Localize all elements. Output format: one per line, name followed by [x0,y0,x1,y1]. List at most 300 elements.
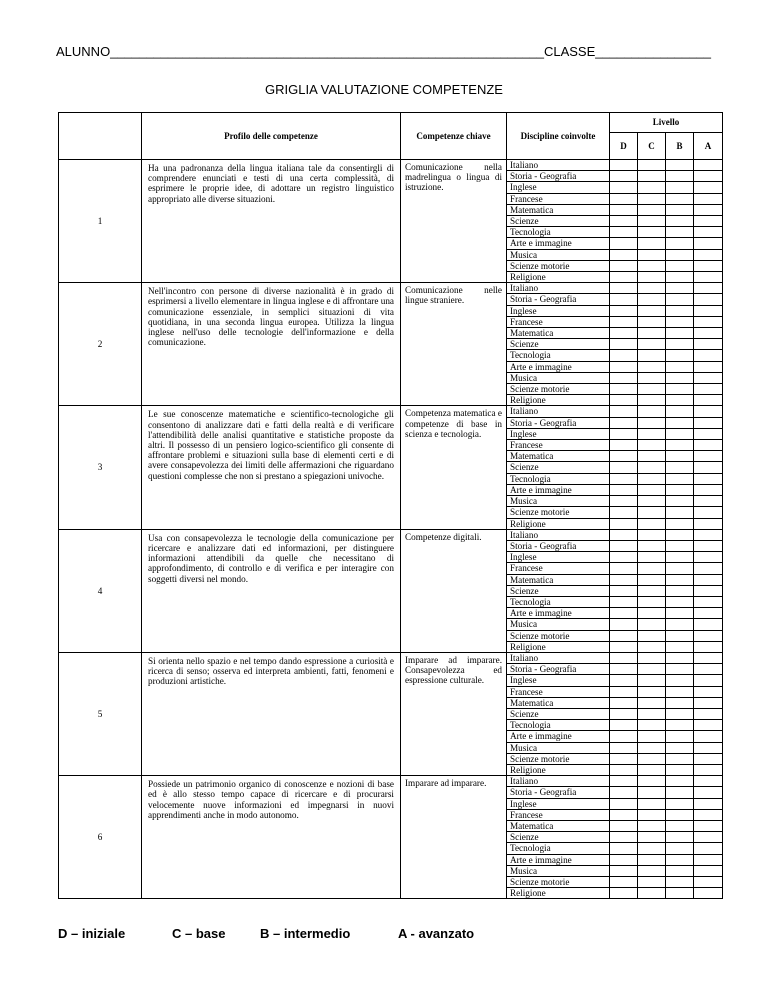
level-cell-d[interactable] [610,809,638,820]
level-cell-d[interactable] [610,372,638,383]
level-cell-c[interactable] [638,395,666,406]
level-cell-c[interactable] [638,854,666,865]
level-cell-c[interactable] [638,697,666,708]
discipline-name: Francese [507,809,610,820]
level-cell-c[interactable] [638,652,666,663]
level-cell-c[interactable] [638,406,666,417]
level-cell-a[interactable] [694,518,723,529]
level-cell-b[interactable] [666,865,694,876]
level-cell-a[interactable] [694,193,723,204]
level-cell-a[interactable] [694,484,723,495]
discipline-name: Matematica [507,204,610,215]
level-cell-a[interactable] [694,888,723,899]
level-cell-d[interactable] [610,272,638,283]
level-cell-a[interactable] [694,160,723,171]
level-cell-b[interactable] [666,440,694,451]
level-cell-c[interactable] [638,832,666,843]
level-cell-b[interactable] [666,395,694,406]
discipline-name: Francese [507,440,610,451]
discipline-name: Scienze motorie [507,507,610,518]
level-cell-b[interactable] [666,283,694,294]
profilo-text: Ha una padronanza della lingua italiana tale da consentirgli di comprendere enunciati e testi di una certa complessità, di esprimere le proprie idee, di adottare un registro linguistico appropriato alle diverse situazioni. [142,160,401,283]
student-class-line: ALUNNO____________________________________________________________CLASSE________________ [56,44,711,59]
level-cell-c[interactable] [638,462,666,473]
level-cell-b[interactable] [666,484,694,495]
level-cell-c[interactable] [638,451,666,462]
level-cell-a[interactable] [694,787,723,798]
level-cell-a[interactable] [694,462,723,473]
level-cell-b[interactable] [666,697,694,708]
level-cell-a[interactable] [694,585,723,596]
level-cell-d[interactable] [610,664,638,675]
level-cell-c[interactable] [638,160,666,171]
level-cell-d[interactable] [610,820,638,831]
level-cell-b[interactable] [666,294,694,305]
level-cell-a[interactable] [694,328,723,339]
level-cell-c[interactable] [638,865,666,876]
level-cell-c[interactable] [638,496,666,507]
level-cell-d[interactable] [610,339,638,350]
discipline-name: Italiano [507,529,610,540]
level-cell-d[interactable] [610,384,638,395]
level-cell-c[interactable] [638,552,666,563]
level-cell-d[interactable] [610,888,638,899]
discipline-name: Italiano [507,283,610,294]
level-cell-b[interactable] [666,171,694,182]
level-cell-a[interactable] [694,350,723,361]
discipline-row [59,160,723,171]
level-cell-a[interactable] [694,216,723,227]
level-cell-a[interactable] [694,440,723,451]
level-cell-d[interactable] [610,697,638,708]
level-a-header: A [694,133,723,160]
level-cell-c[interactable] [638,193,666,204]
page-title: GRIGLIA VALUTAZIONE COMPETENZE [265,82,503,97]
level-cell-c[interactable] [638,877,666,888]
level-cell-b[interactable] [666,496,694,507]
level-cell-a[interactable] [694,731,723,742]
level-cell-c[interactable] [638,619,666,630]
level-cell-b[interactable] [666,518,694,529]
level-cell-c[interactable] [638,776,666,787]
level-cell-c[interactable] [638,720,666,731]
level-cell-b[interactable] [666,574,694,585]
level-cell-d[interactable] [610,484,638,495]
level-cell-b[interactable] [666,820,694,831]
level-cell-c[interactable] [638,372,666,383]
level-cell-d[interactable] [610,877,638,888]
level-cell-b[interactable] [666,227,694,238]
level-cell-a[interactable] [694,877,723,888]
level-cell-b[interactable] [666,764,694,775]
level-cell-d[interactable] [610,787,638,798]
level-cell-b[interactable] [666,608,694,619]
level-cell-c[interactable] [638,507,666,518]
level-cell-c[interactable] [638,361,666,372]
level-cell-b[interactable] [666,384,694,395]
discipline-name: Religione [507,518,610,529]
level-cell-a[interactable] [694,529,723,540]
level-cell-c[interactable] [638,417,666,428]
level-cell-a[interactable] [694,630,723,641]
level-cell-c[interactable] [638,350,666,361]
level-cell-a[interactable] [694,619,723,630]
level-cell-d[interactable] [610,540,638,551]
level-cell-b[interactable] [666,529,694,540]
level-cell-d[interactable] [610,686,638,697]
level-cell-a[interactable] [694,305,723,316]
level-cell-a[interactable] [694,171,723,182]
level-cell-d[interactable] [610,585,638,596]
level-cell-b[interactable] [666,249,694,260]
level-cell-b[interactable] [666,787,694,798]
level-cell-c[interactable] [638,484,666,495]
level-cell-d[interactable] [610,395,638,406]
level-cell-d[interactable] [610,249,638,260]
level-cell-a[interactable] [694,552,723,563]
level-cell-b[interactable] [666,417,694,428]
level-cell-a[interactable] [694,764,723,775]
discipline-name: Storia - Geografia [507,787,610,798]
discipline-name: Italiano [507,776,610,787]
level-cell-d[interactable] [610,563,638,574]
level-cell-c[interactable] [638,339,666,350]
level-cell-d[interactable] [610,574,638,585]
level-cell-a[interactable] [694,249,723,260]
level-cell-c[interactable] [638,787,666,798]
level-cell-b[interactable] [666,742,694,753]
level-cell-a[interactable] [694,451,723,462]
level-cell-a[interactable] [694,720,723,731]
level-cell-c[interactable] [638,260,666,271]
level-cell-b[interactable] [666,372,694,383]
level-cell-d[interactable] [610,731,638,742]
level-cell-b[interactable] [666,854,694,865]
level-cell-d[interactable] [610,518,638,529]
level-cell-a[interactable] [694,227,723,238]
level-cell-a[interactable] [694,854,723,865]
level-cell-d[interactable] [610,462,638,473]
discipline-name: Inglese [507,305,610,316]
discipline-name: Inglese [507,428,610,439]
level-cell-c[interactable] [638,563,666,574]
level-cell-b[interactable] [666,507,694,518]
level-cell-a[interactable] [694,260,723,271]
level-cell-c[interactable] [638,204,666,215]
level-cell-d[interactable] [610,238,638,249]
discipline-name: Matematica [507,451,610,462]
level-cell-d[interactable] [610,854,638,865]
level-cell-c[interactable] [638,305,666,316]
discipline-name: Inglese [507,182,610,193]
level-cell-c[interactable] [638,798,666,809]
level-cell-c[interactable] [638,272,666,283]
level-cell-a[interactable] [694,820,723,831]
discipline-name: Matematica [507,574,610,585]
competenza-chiave: Imparare ad imparare. [401,776,507,899]
section-number: 1 [59,160,142,283]
level-cell-d[interactable] [610,798,638,809]
level-cell-b[interactable] [666,843,694,854]
level-cell-d[interactable] [610,473,638,484]
level-cell-b[interactable] [666,664,694,675]
level-cell-d[interactable] [610,216,638,227]
level-cell-d[interactable] [610,260,638,271]
level-cell-d[interactable] [610,316,638,327]
level-cell-d[interactable] [610,742,638,753]
level-cell-c[interactable] [638,608,666,619]
level-cell-b[interactable] [666,328,694,339]
level-cell-b[interactable] [666,204,694,215]
level-cell-a[interactable] [694,540,723,551]
level-cell-b[interactable] [666,316,694,327]
level-cell-a[interactable] [694,832,723,843]
level-cell-b[interactable] [666,832,694,843]
level-cell-b[interactable] [666,272,694,283]
discipline-name: Scienze [507,832,610,843]
level-cell-a[interactable] [694,574,723,585]
level-cell-c[interactable] [638,675,666,686]
level-cell-b[interactable] [666,731,694,742]
discipline-name: Matematica [507,697,610,708]
level-cell-a[interactable] [694,798,723,809]
level-cell-b[interactable] [666,193,694,204]
level-cell-d[interactable] [610,283,638,294]
level-cell-c[interactable] [638,227,666,238]
level-cell-b[interactable] [666,350,694,361]
discipline-name: Musica [507,865,610,876]
level-cell-c[interactable] [638,249,666,260]
level-cell-c[interactable] [638,820,666,831]
level-cell-c[interactable] [638,328,666,339]
discipline-name: Scienze motorie [507,260,610,271]
level-cell-c[interactable] [638,764,666,775]
level-cell-d[interactable] [610,361,638,372]
legend-a: A - avanzato [398,926,475,941]
level-cell-b[interactable] [666,540,694,551]
level-cell-b[interactable] [666,260,694,271]
level-cell-a[interactable] [694,182,723,193]
level-cell-d[interactable] [610,764,638,775]
level-cell-a[interactable] [694,395,723,406]
level-cell-a[interactable] [694,238,723,249]
level-cell-d[interactable] [610,440,638,451]
level-cell-d[interactable] [610,428,638,439]
level-cell-d[interactable] [610,675,638,686]
competenza-chiave: Competenza matematica e competenze di base in scienza e tecnologia. [401,406,507,529]
level-cell-d[interactable] [610,529,638,540]
level-cell-a[interactable] [694,697,723,708]
level-cell-a[interactable] [694,204,723,215]
level-cell-a[interactable] [694,843,723,854]
level-cell-b[interactable] [666,361,694,372]
level-cell-b[interactable] [666,776,694,787]
level-cell-b[interactable] [666,720,694,731]
level-cell-c[interactable] [638,428,666,439]
discipline-name: Francese [507,316,610,327]
level-cell-b[interactable] [666,339,694,350]
level-cell-b[interactable] [666,451,694,462]
level-cell-d[interactable] [610,305,638,316]
level-cell-b[interactable] [666,305,694,316]
level-cell-c[interactable] [638,216,666,227]
level-cell-a[interactable] [694,865,723,876]
level-cell-a[interactable] [694,686,723,697]
level-cell-b[interactable] [666,462,694,473]
level-cell-d[interactable] [610,160,638,171]
level-cell-c[interactable] [638,182,666,193]
level-cell-a[interactable] [694,776,723,787]
level-cell-a[interactable] [694,496,723,507]
level-cell-a[interactable] [694,753,723,764]
level-cell-b[interactable] [666,182,694,193]
level-cell-c[interactable] [638,843,666,854]
level-cell-d[interactable] [610,708,638,719]
level-cell-a[interactable] [694,272,723,283]
level-cell-b[interactable] [666,877,694,888]
profilo-text: Si orienta nello spazio e nel tempo dando espressione a curiosità e ricerca di senso; osserva ed interpreta ambienti, fatti, fenomeni e produzioni artistiche. [142,652,401,775]
level-cell-c[interactable] [638,384,666,395]
level-cell-d[interactable] [610,552,638,563]
level-cell-c[interactable] [638,664,666,675]
level-cell-c[interactable] [638,708,666,719]
level-cell-c[interactable] [638,294,666,305]
level-cell-d[interactable] [610,641,638,652]
level-cell-b[interactable] [666,473,694,484]
level-cell-b[interactable] [666,619,694,630]
level-cell-d[interactable] [610,652,638,663]
level-cell-b[interactable] [666,585,694,596]
level-cell-b[interactable] [666,753,694,764]
level-cell-a[interactable] [694,809,723,820]
level-cell-c[interactable] [638,473,666,484]
level-cell-b[interactable] [666,216,694,227]
level-cell-a[interactable] [694,641,723,652]
level-cell-a[interactable] [694,417,723,428]
level-cell-d[interactable] [610,608,638,619]
level-cell-d[interactable] [610,507,638,518]
level-cell-a[interactable] [694,473,723,484]
level-cell-a[interactable] [694,361,723,372]
level-cell-a[interactable] [694,372,723,383]
level-cell-d[interactable] [610,865,638,876]
level-cell-b[interactable] [666,686,694,697]
level-cell-d[interactable] [610,630,638,641]
level-cell-d[interactable] [610,328,638,339]
level-cell-d[interactable] [610,619,638,630]
level-cell-c[interactable] [638,574,666,585]
level-cell-b[interactable] [666,552,694,563]
level-cell-b[interactable] [666,652,694,663]
level-cell-c[interactable] [638,888,666,899]
level-cell-c[interactable] [638,316,666,327]
discipline-row [59,406,723,417]
level-cell-a[interactable] [694,652,723,663]
level-cell-d[interactable] [610,182,638,193]
level-cell-d[interactable] [610,496,638,507]
level-cell-c[interactable] [638,742,666,753]
level-cell-b[interactable] [666,641,694,652]
level-cell-a[interactable] [694,708,723,719]
level-cell-c[interactable] [638,630,666,641]
level-cell-d[interactable] [610,451,638,462]
level-cell-a[interactable] [694,316,723,327]
level-cell-b[interactable] [666,406,694,417]
level-cell-c[interactable] [638,809,666,820]
level-cell-a[interactable] [694,406,723,417]
level-cell-a[interactable] [694,742,723,753]
level-cell-b[interactable] [666,160,694,171]
level-cell-b[interactable] [666,563,694,574]
level-cell-d[interactable] [610,294,638,305]
level-cell-a[interactable] [694,563,723,574]
level-cell-a[interactable] [694,428,723,439]
section-number: 2 [59,283,142,406]
level-cell-c[interactable] [638,171,666,182]
legend-b: B – intermedio [260,926,351,941]
level-cell-d[interactable] [610,832,638,843]
level-cell-b[interactable] [666,708,694,719]
discipline-name: Tecnologia [507,596,610,607]
level-cell-a[interactable] [694,596,723,607]
discipline-name: Religione [507,395,610,406]
level-cell-c[interactable] [638,238,666,249]
level-cell-b[interactable] [666,630,694,641]
level-cell-c[interactable] [638,596,666,607]
level-cell-b[interactable] [666,596,694,607]
level-cell-d[interactable] [610,596,638,607]
level-cell-a[interactable] [694,675,723,686]
level-cell-c[interactable] [638,540,666,551]
level-cell-d[interactable] [610,171,638,182]
level-cell-d[interactable] [610,417,638,428]
level-cell-d[interactable] [610,753,638,764]
level-cell-a[interactable] [694,608,723,619]
level-cell-d[interactable] [610,193,638,204]
level-cell-a[interactable] [694,664,723,675]
level-cell-d[interactable] [610,227,638,238]
level-cell-b[interactable] [666,238,694,249]
level-cell-c[interactable] [638,440,666,451]
level-cell-a[interactable] [694,283,723,294]
level-cell-c[interactable] [638,283,666,294]
level-cell-b[interactable] [666,675,694,686]
level-cell-a[interactable] [694,294,723,305]
level-cell-c[interactable] [638,686,666,697]
level-cell-d[interactable] [610,406,638,417]
level-cell-b[interactable] [666,428,694,439]
level-cell-c[interactable] [638,529,666,540]
level-cell-c[interactable] [638,518,666,529]
level-cell-b[interactable] [666,809,694,820]
level-cell-c[interactable] [638,731,666,742]
level-cell-d[interactable] [610,350,638,361]
level-cell-d[interactable] [610,843,638,854]
level-cell-b[interactable] [666,798,694,809]
level-cell-a[interactable] [694,384,723,395]
level-cell-c[interactable] [638,585,666,596]
level-cell-b[interactable] [666,888,694,899]
level-cell-a[interactable] [694,339,723,350]
section-number: 5 [59,652,142,775]
discipline-name: Musica [507,249,610,260]
level-cell-a[interactable] [694,507,723,518]
level-cell-d[interactable] [610,776,638,787]
level-cell-c[interactable] [638,641,666,652]
level-cell-d[interactable] [610,720,638,731]
level-cell-d[interactable] [610,204,638,215]
level-cell-c[interactable] [638,753,666,764]
